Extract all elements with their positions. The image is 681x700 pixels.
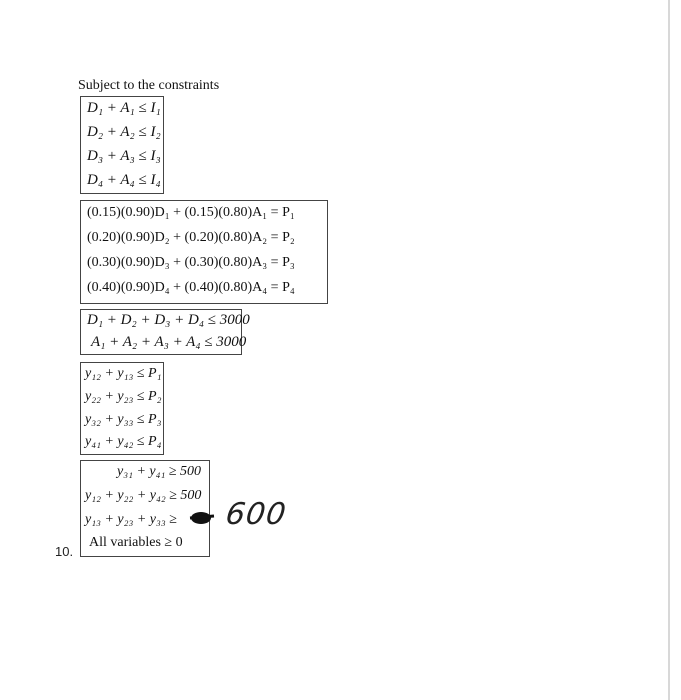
constraint-line: (0.40)(0.90)D₄ + (0.40)(0.80)A₄ = P₄ bbox=[87, 280, 295, 295]
nonnegativity-line: All variables ≥ 0 bbox=[89, 535, 183, 550]
constraint-line: y₂₂ + y₂₃ ≤ P₂ bbox=[85, 389, 162, 404]
shipping-capacity-box bbox=[80, 362, 164, 455]
capacity-constraints-box bbox=[80, 96, 164, 194]
total-limit-box bbox=[80, 309, 250, 355]
constraint-line: y₃₂ + y₃₃ ≤ P₃ bbox=[85, 412, 162, 427]
constraint-line: D₁ + A₁ ≤ I₁ bbox=[87, 100, 161, 116]
constraint-line: D₃ + A₃ ≤ I₃ bbox=[87, 148, 161, 164]
production-equations-box bbox=[80, 200, 328, 304]
constraint-line: D₂ + A₂ ≤ I₂ bbox=[87, 124, 161, 140]
scribble-mark bbox=[188, 507, 218, 529]
constraint-line: D₁ + D₂ + D₃ + D₄ ≤ 3000 bbox=[87, 312, 250, 328]
constraints-heading: Subject to the constraints bbox=[78, 78, 220, 93]
constraint-line: (0.20)(0.90)D₂ + (0.20)(0.80)A₂ = P₂ bbox=[87, 230, 295, 245]
handwritten-value: 600 bbox=[223, 497, 289, 532]
constraint-line: (0.30)(0.90)D₃ + (0.30)(0.80)A₃ = P₃ bbox=[87, 255, 295, 270]
constraint-line: D₄ + A₄ ≤ I₄ bbox=[87, 172, 161, 188]
constraint-line: y₃₁ + y₄₁ ≥ 500 bbox=[117, 464, 202, 479]
constraint-line: y₁₂ + y₂₂ + y₄₂ ≥ 500 bbox=[85, 488, 202, 503]
constraint-line: (0.15)(0.90)D₁ + (0.15)(0.80)A₁ = P₁ bbox=[87, 205, 295, 220]
constraint-line: y₁₃ + y₂₃ + y₃₃ ≥ bbox=[85, 512, 177, 527]
page-edge bbox=[668, 0, 670, 700]
constraint-line: y₁₂ + y₁₃ ≤ P₁ bbox=[85, 366, 162, 381]
constraint-line: y₄₁ + y₄₂ ≤ P₄ bbox=[85, 434, 162, 449]
constraint-line: A₁ + A₂ + A₃ + A₄ ≤ 3000 bbox=[91, 334, 247, 350]
question-number: 10. bbox=[55, 544, 74, 559]
